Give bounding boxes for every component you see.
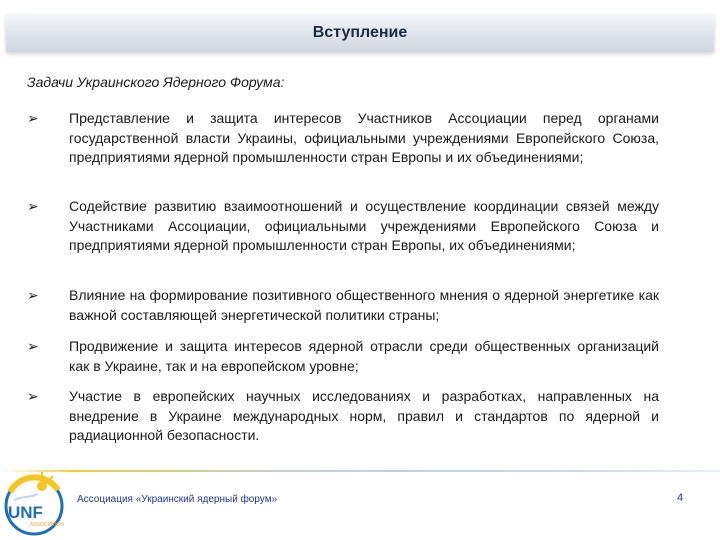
footer-organization: Ассоциация «Украинский ядерный форум» [77,494,278,505]
logo-text: UNF [8,503,43,522]
arrowhead-bullet-icon: ➢ [27,287,39,303]
list-item-text: Участие в европейских научных исследованиях и разработках, направленных на внедрение в Украине международных норм, правил и стандартов по ядерной и радиационной безопасности. [69,388,659,443]
unf-logo [0,462,74,540]
list-item-text: Влияние на формирование позитивного общественного мнения о ядерной энергетике как важной составляющей энергетической политики страны; [69,287,659,323]
list-item-text: Содействие развитию взаимоотношений и осуществление координации связей между Участниками Ассоциации, официальными учреждениями Европейского Союза и предприятиями ядерной промышленности стран Европы, их объединениями; [69,198,659,253]
section-subtitle: Задачи Украинского Ядерного Форума: [27,74,285,90]
page-title: Вступление [312,24,408,41]
arrowhead-bullet-icon: ➢ [27,110,39,126]
page-number: 4 [677,492,684,504]
arrowhead-bullet-icon: ➢ [27,388,39,404]
list-item-text: Представление и защита интересов Участников Ассоциации перед органами государственной власти Украины, официальными учреждениями Европейского Союза, предприятиями ядерной промышленности стран Европы и их объединениями; [69,110,659,165]
logo-subtext: ASSOCIATION [30,522,64,528]
arrowhead-bullet-icon: ➢ [27,338,39,354]
list-item-text: Продвижение и защита интересов ядерной отрасли среди общественных организаций как в Украине, так и на европейском уровне; [69,338,659,374]
arrowhead-bullet-icon: ➢ [27,198,39,214]
footer-divider [0,470,720,472]
